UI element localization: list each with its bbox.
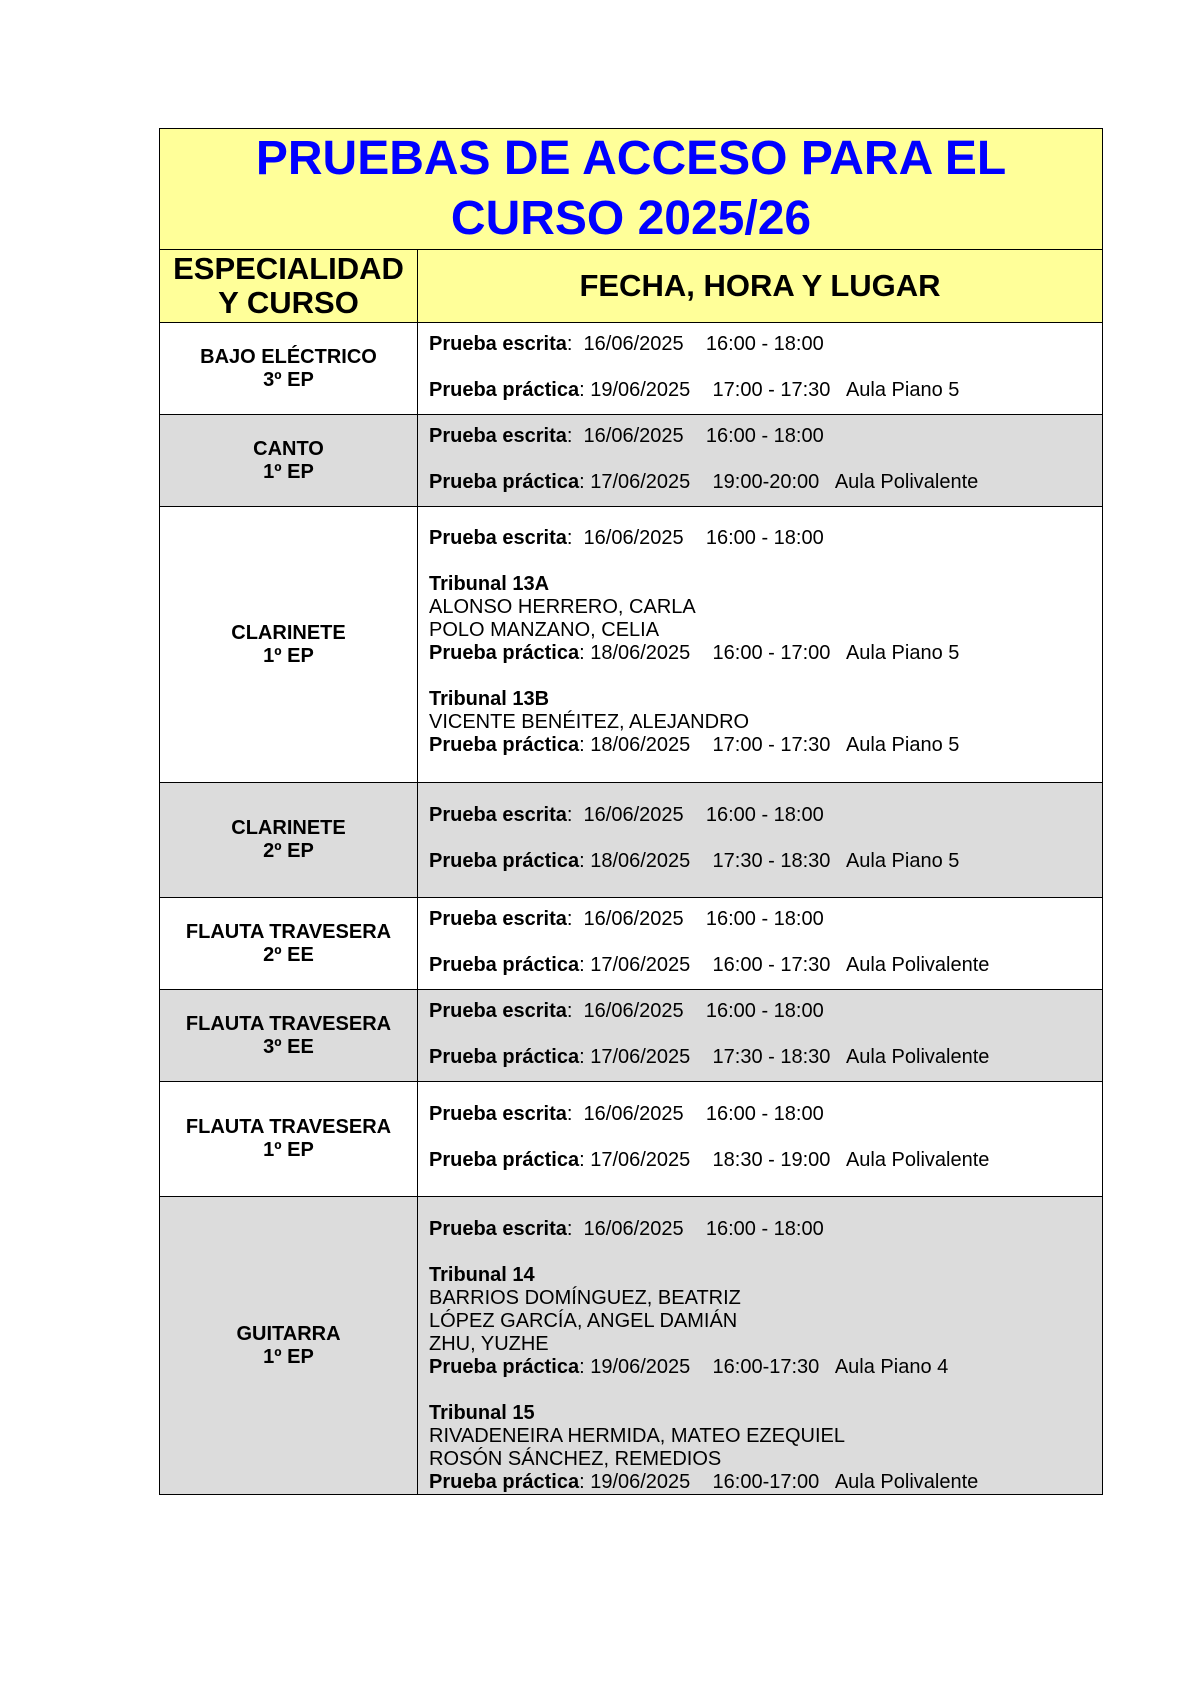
practical-test-line: Prueba práctica: 17/06/2025 18:30 - 19:00 Aula Polivalente [429, 1149, 990, 1171]
detail-cell [418, 898, 1103, 990]
detail-cell [418, 783, 1103, 898]
specialty-cell [160, 1082, 418, 1197]
table-row [160, 323, 1103, 415]
table-row [160, 415, 1103, 507]
practical-test-line: Prueba práctica: 19/06/2025 16:00-17:30 Aula Piano 4 [429, 1356, 949, 1378]
specialty-cell [160, 783, 418, 898]
header-especialidad [160, 250, 418, 323]
candidate-name: POLO MANZANO, CELIA [429, 619, 660, 641]
instrument-name: CLARINETE [231, 621, 346, 644]
specialty-cell [160, 415, 418, 507]
course-name: 2º EP [263, 840, 314, 862]
candidate-name: ROSÓN SÁNCHEZ, REMEDIOS [429, 1448, 722, 1470]
tribunal-label: Tribunal 13B [429, 688, 550, 710]
candidate-name: RIVADENEIRA HERMIDA, MATEO EZEQUIEL [429, 1425, 845, 1447]
course-name: 1º EP [263, 1345, 314, 1368]
table-row [160, 783, 1103, 898]
instrument-name: FLAUTA TRAVESERA [185, 1012, 392, 1035]
header-fecha [418, 250, 1103, 323]
written-test-line: Prueba escrita: 16/06/2025 16:00 - 18:00 [429, 1103, 824, 1125]
course-name: 3º EP [263, 368, 314, 391]
candidate-name: BARRIOS DOMÍNGUEZ, BEATRIZ [429, 1287, 741, 1309]
detail-cell [418, 323, 1103, 415]
course-name: 3º EE [263, 1035, 314, 1058]
header-especialidad-line1: ESPECIALIDAD [173, 251, 404, 286]
detail-cell [418, 1082, 1103, 1197]
detail-cell [418, 507, 1103, 783]
instrument-name: CLARINETE [231, 817, 346, 839]
practical-test-line: Prueba práctica: 18/06/2025 17:00 - 17:30 Aula Piano 5 [429, 734, 960, 756]
page-title-line2: CURSO 2025/26 [450, 192, 812, 245]
practical-test-line: Prueba práctica: 18/06/2025 17:30 - 18:30 Aula Piano 5 [429, 850, 960, 872]
candidate-name: LÓPEZ GARCÍA, ANGEL DAMIÁN [429, 1310, 738, 1332]
table-row [160, 990, 1103, 1082]
course-name: 1º EP [263, 1139, 314, 1161]
title-cell [160, 129, 1103, 250]
practical-test-line: Prueba práctica: 19/06/2025 17:00 - 17:30 Aula Piano 5 [429, 379, 960, 401]
detail-cell [418, 415, 1103, 507]
practical-test-line: Prueba práctica: 17/06/2025 16:00 - 17:30 Aula Polivalente [429, 954, 990, 976]
course-name: 1º EP [263, 460, 314, 483]
practical-test-line: Prueba práctica: 18/06/2025 16:00 - 17:00 Aula Piano 5 [429, 642, 960, 664]
instrument-name: FLAUTA TRAVESERA [185, 920, 392, 943]
written-test-line: Prueba escrita: 16/06/2025 16:00 - 18:00 [429, 908, 824, 930]
page-title-line1: PRUEBAS DE ACCESO PARA EL [255, 132, 1007, 185]
header-especialidad-line2: Y CURSO [218, 285, 359, 320]
written-test-line: Prueba escrita: 16/06/2025 16:00 - 18:00 [429, 1218, 824, 1240]
detail-cell [418, 990, 1103, 1082]
specialty-cell [160, 1197, 418, 1495]
schedule-table [159, 128, 1103, 1495]
candidate-name: ALONSO HERRERO, CARLA [429, 596, 696, 618]
written-test-line: Prueba escrita: 16/06/2025 16:00 - 18:00 [429, 425, 824, 447]
tribunal-label: Tribunal 14 [429, 1264, 535, 1286]
detail-cell [418, 1197, 1103, 1495]
written-test-line: Prueba escrita: 16/06/2025 16:00 - 18:00 [429, 804, 824, 826]
table-row [160, 898, 1103, 990]
course-name: 2º EE [263, 943, 314, 966]
instrument-name: FLAUTA TRAVESERA [185, 1116, 392, 1138]
instrument-name: CANTO [253, 437, 324, 460]
table-row [160, 1197, 1103, 1495]
specialty-cell [160, 507, 418, 783]
candidate-name: VICENTE BENÉITEZ, ALEJANDRO [429, 711, 750, 733]
practical-test-line: Prueba práctica: 17/06/2025 17:30 - 18:30 Aula Polivalente [429, 1046, 990, 1068]
written-test-line: Prueba escrita: 16/06/2025 16:00 - 18:00 [429, 1000, 824, 1022]
table-row [160, 507, 1103, 783]
practical-test-line: Prueba práctica: 17/06/2025 19:00-20:00 Aula Polivalente [429, 471, 979, 493]
practical-test-line: Prueba práctica: 19/06/2025 16:00-17:00 Aula Polivalente [429, 1471, 979, 1493]
table-row [160, 1082, 1103, 1197]
course-name: 1º EP [263, 644, 314, 667]
instrument-name: BAJO ELÉCTRICO [200, 345, 377, 368]
written-test-line: Prueba escrita: 16/06/2025 16:00 - 18:00 [429, 527, 824, 549]
specialty-cell [160, 898, 418, 990]
header-fecha-text: FECHA, HORA Y LUGAR [579, 268, 941, 303]
specialty-cell [160, 990, 418, 1082]
instrument-name: GUITARRA [236, 1322, 341, 1345]
written-test-line: Prueba escrita: 16/06/2025 16:00 - 18:00 [429, 333, 824, 355]
candidate-name: ZHU, YUZHE [429, 1333, 549, 1355]
tribunal-label: Tribunal 13A [429, 573, 550, 595]
specialty-cell [160, 323, 418, 415]
tribunal-label: Tribunal 15 [429, 1402, 535, 1424]
